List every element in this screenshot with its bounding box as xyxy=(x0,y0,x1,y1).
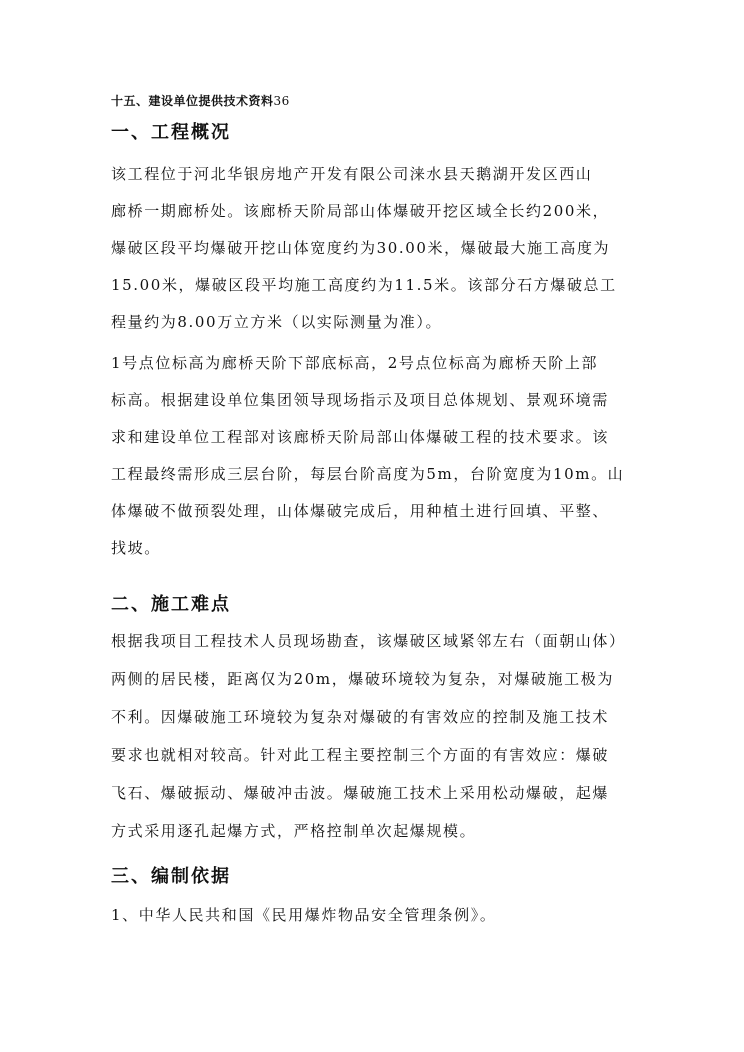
difficulties-line: 不利。因爆破施工环境较为复杂对爆破的有害效应的控制及施工技术 xyxy=(111,708,610,726)
difficulties-line: 两侧的居民楼，距离仅为20m，爆破环境较为复杂，对爆破施工极为 xyxy=(111,670,614,688)
overview-line: 廊桥一期廊桥处。该廊桥天阶局部山体爆破开挖区域全长约200米， xyxy=(111,202,610,220)
section-heading-basis: 三、编制依据 xyxy=(111,866,231,887)
toc-page-number: 36 xyxy=(273,94,290,108)
overview-line: 找坡。 xyxy=(111,539,161,557)
difficulties-line: 飞石、爆破振动、爆破冲击波。爆破施工技术上采用松动爆破，起爆 xyxy=(111,784,610,802)
section-heading-overview: 一、工程概况 xyxy=(111,122,231,143)
overview-line: 15.00米，爆破区段平均施工高度约为11.5米。该部分石方爆破总工 xyxy=(111,276,617,294)
basis-line: 1、中华人民共和国《民用爆炸物品安全管理条例》。 xyxy=(111,906,497,924)
overview-line: 程量约为8.00万立方米（以实际测量为准）。 xyxy=(111,313,443,331)
overview-line: 体爆破不做预裂处理，山体爆破完成后，用种植土进行回填、平整、 xyxy=(111,502,610,520)
overview-line: 1号点位标高为廊桥天阶下部底标高，2号点位标高为廊桥天阶上部 xyxy=(111,354,599,372)
overview-line: 标高。根据建设单位集团领导现场指示及项目总体规划、景观环境需 xyxy=(111,391,610,409)
difficulties-line: 方式采用逐孔起爆方式，严格控制单次起爆规模。 xyxy=(111,822,477,840)
toc-label: 十五、建设单位提供技术资料 xyxy=(111,94,274,108)
toc-entry xyxy=(111,92,290,109)
overview-line: 求和建设单位工程部对该廊桥天阶局部山体爆破工程的技术要求。该 xyxy=(111,428,610,446)
difficulties-line: 要求也就相对较高。针对此工程主要控制三个方面的有害效应：爆破 xyxy=(111,746,610,764)
difficulties-line: 根据我项目工程技术人员现场勘查，该爆破区域紧邻左右（面朝山体） xyxy=(111,632,626,650)
overview-line: 工程最终需形成三层台阶，每层台阶高度为5m，台阶宽度为10m。山 xyxy=(111,465,625,483)
overview-line: 该工程位于河北华银房地产开发有限公司涞水县天鹅湖开发区西山 xyxy=(111,165,593,183)
section-heading-difficulties: 二、施工难点 xyxy=(111,594,231,615)
overview-line: 爆破区段平均爆破开挖山体宽度约为30.00米，爆破最大施工高度为 xyxy=(111,239,611,257)
